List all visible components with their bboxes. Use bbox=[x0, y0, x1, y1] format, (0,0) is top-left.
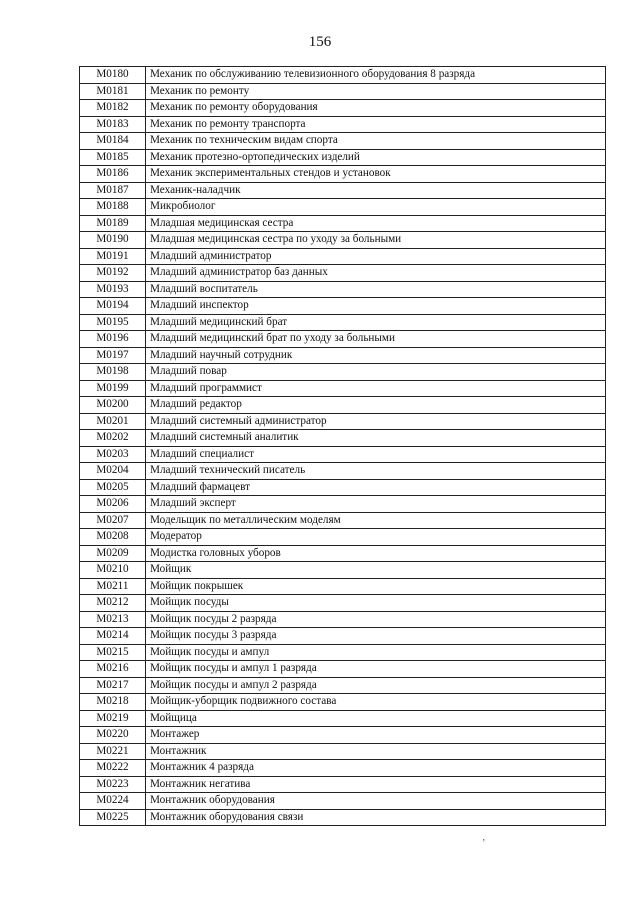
table-row bbox=[80, 248, 606, 265]
table-row bbox=[80, 298, 606, 315]
table-row bbox=[80, 364, 606, 381]
row-code: M0220 bbox=[80, 727, 146, 744]
row-code: M0199 bbox=[80, 380, 146, 397]
table-row bbox=[80, 578, 606, 595]
table-row bbox=[80, 166, 606, 183]
table-row bbox=[80, 743, 606, 760]
row-profession-name: Младший медицинский брат bbox=[146, 314, 606, 331]
row-code: M0206 bbox=[80, 496, 146, 513]
row-profession-name: Микробиолог bbox=[146, 199, 606, 216]
row-profession-name: Младший медицинский брат по уходу за больными bbox=[146, 331, 606, 348]
table-row bbox=[80, 479, 606, 496]
row-profession-name: Младший эксперт bbox=[146, 496, 606, 513]
table-row bbox=[80, 413, 606, 430]
row-code: M0224 bbox=[80, 793, 146, 810]
table-row bbox=[80, 133, 606, 150]
row-code: M0213 bbox=[80, 611, 146, 628]
table-row bbox=[80, 182, 606, 199]
table-row bbox=[80, 446, 606, 463]
row-code: M0196 bbox=[80, 331, 146, 348]
table-row bbox=[80, 149, 606, 166]
row-profession-name: Младший редактор bbox=[146, 397, 606, 414]
row-code: M0205 bbox=[80, 479, 146, 496]
table-row bbox=[80, 281, 606, 298]
table-row bbox=[80, 67, 606, 84]
row-profession-name: Модератор bbox=[146, 529, 606, 546]
table-row bbox=[80, 611, 606, 628]
row-code: M0225 bbox=[80, 809, 146, 826]
row-code: M0193 bbox=[80, 281, 146, 298]
row-code: M0214 bbox=[80, 628, 146, 645]
table-row bbox=[80, 628, 606, 645]
row-profession-name: Мойщик посуды и ампул 1 разряда bbox=[146, 661, 606, 678]
table-row bbox=[80, 397, 606, 414]
table-row bbox=[80, 760, 606, 777]
row-code: M0189 bbox=[80, 215, 146, 232]
table-row bbox=[80, 661, 606, 678]
table-row bbox=[80, 232, 606, 249]
row-profession-name: Младший фармацевт bbox=[146, 479, 606, 496]
row-code: M0203 bbox=[80, 446, 146, 463]
row-profession-name: Младший инспектор bbox=[146, 298, 606, 315]
row-profession-name: Мойщик посуды 3 разряда bbox=[146, 628, 606, 645]
row-profession-name: Монтажник оборудования bbox=[146, 793, 606, 810]
row-profession-name: Младшая медицинская сестра по уходу за больными bbox=[146, 232, 606, 249]
row-code: M0184 bbox=[80, 133, 146, 150]
row-code: M0211 bbox=[80, 578, 146, 595]
table-row bbox=[80, 83, 606, 100]
row-profession-name: Механик по ремонту транспорта bbox=[146, 116, 606, 133]
row-code: M0219 bbox=[80, 710, 146, 727]
table-row bbox=[80, 644, 606, 661]
row-code: M0218 bbox=[80, 694, 146, 711]
row-profession-name: Монтажник негатива bbox=[146, 776, 606, 793]
row-profession-name: Младший программист bbox=[146, 380, 606, 397]
row-profession-name: Младший научный сотрудник bbox=[146, 347, 606, 364]
row-code: M0186 bbox=[80, 166, 146, 183]
table-row bbox=[80, 710, 606, 727]
row-code: M0212 bbox=[80, 595, 146, 612]
row-code: M0223 bbox=[80, 776, 146, 793]
row-code: M0192 bbox=[80, 265, 146, 282]
table-row bbox=[80, 331, 606, 348]
table-row bbox=[80, 529, 606, 546]
row-code: M0222 bbox=[80, 760, 146, 777]
table-row bbox=[80, 463, 606, 480]
table-row bbox=[80, 727, 606, 744]
row-profession-name: Механик по ремонту bbox=[146, 83, 606, 100]
table-row bbox=[80, 694, 606, 711]
row-profession-name: Модистка головных уборов bbox=[146, 545, 606, 562]
table-row bbox=[80, 512, 606, 529]
row-profession-name: Младший системный администратор bbox=[146, 413, 606, 430]
table-row bbox=[80, 347, 606, 364]
row-profession-name: Мойщик посуды и ампул bbox=[146, 644, 606, 661]
row-code: M0202 bbox=[80, 430, 146, 447]
row-profession-name: Младший администратор bbox=[146, 248, 606, 265]
row-profession-name: Младший администратор баз данных bbox=[146, 265, 606, 282]
table-row bbox=[80, 380, 606, 397]
row-profession-name: Механик по ремонту оборудования bbox=[146, 100, 606, 117]
row-code: M0198 bbox=[80, 364, 146, 381]
row-code: M0221 bbox=[80, 743, 146, 760]
row-code: M0215 bbox=[80, 644, 146, 661]
row-profession-name: Монтажник 4 разряда bbox=[146, 760, 606, 777]
row-code: M0188 bbox=[80, 199, 146, 216]
table-body bbox=[80, 67, 606, 826]
row-profession-name: Мойщик-уборщик подвижного состава bbox=[146, 694, 606, 711]
table-row bbox=[80, 265, 606, 282]
row-code: M0208 bbox=[80, 529, 146, 546]
row-code: M0181 bbox=[80, 83, 146, 100]
row-code: M0209 bbox=[80, 545, 146, 562]
row-code: M0187 bbox=[80, 182, 146, 199]
table-row bbox=[80, 496, 606, 513]
table-row bbox=[80, 776, 606, 793]
row-profession-name: Младший системный аналитик bbox=[146, 430, 606, 447]
table-row bbox=[80, 215, 606, 232]
row-code: M0183 bbox=[80, 116, 146, 133]
table-row bbox=[80, 545, 606, 562]
row-code: M0201 bbox=[80, 413, 146, 430]
row-code: M0182 bbox=[80, 100, 146, 117]
table-row bbox=[80, 809, 606, 826]
scan-speck: ’ bbox=[482, 838, 486, 849]
row-profession-name: Механик экспериментальных стендов и установок bbox=[146, 166, 606, 183]
page-number: 156 bbox=[308, 34, 332, 50]
row-profession-name: Младшая медицинская сестра bbox=[146, 215, 606, 232]
row-profession-name: Младший технический писатель bbox=[146, 463, 606, 480]
row-profession-name: Монтажник оборудования связи bbox=[146, 809, 606, 826]
table-row bbox=[80, 793, 606, 810]
row-profession-name: Механик по обслуживанию телевизионного оборудования 8 разряда bbox=[146, 67, 606, 84]
row-code: M0204 bbox=[80, 463, 146, 480]
table-row bbox=[80, 562, 606, 579]
row-code: M0207 bbox=[80, 512, 146, 529]
row-code: M0191 bbox=[80, 248, 146, 265]
row-code: M0216 bbox=[80, 661, 146, 678]
table-row bbox=[80, 199, 606, 216]
table-row bbox=[80, 100, 606, 117]
row-profession-name: Мойщик bbox=[146, 562, 606, 579]
row-code: M0210 bbox=[80, 562, 146, 579]
row-code: M0180 bbox=[80, 67, 146, 84]
row-code: M0185 bbox=[80, 149, 146, 166]
table-row bbox=[80, 116, 606, 133]
row-code: M0190 bbox=[80, 232, 146, 249]
row-profession-name: Мойщица bbox=[146, 710, 606, 727]
profession-code-table bbox=[79, 66, 606, 826]
row-code: M0197 bbox=[80, 347, 146, 364]
row-profession-name: Младший специалист bbox=[146, 446, 606, 463]
row-profession-name: Мойщик посуды и ампул 2 разряда bbox=[146, 677, 606, 694]
row-profession-name: Младший повар bbox=[146, 364, 606, 381]
row-profession-name: Модельщик по металлическим моделям bbox=[146, 512, 606, 529]
row-profession-name: Монтажер bbox=[146, 727, 606, 744]
row-profession-name: Младший воспитатель bbox=[146, 281, 606, 298]
row-profession-name: Механик по техническим видам спорта bbox=[146, 133, 606, 150]
table-row bbox=[80, 595, 606, 612]
row-profession-name: Мойщик посуды bbox=[146, 595, 606, 612]
row-profession-name: Механик протезно-ортопедических изделий bbox=[146, 149, 606, 166]
table-row bbox=[80, 430, 606, 447]
table-row bbox=[80, 314, 606, 331]
row-code: M0217 bbox=[80, 677, 146, 694]
row-profession-name: Мойщик посуды 2 разряда bbox=[146, 611, 606, 628]
row-profession-name: Монтажник bbox=[146, 743, 606, 760]
table-row bbox=[80, 677, 606, 694]
row-code: M0194 bbox=[80, 298, 146, 315]
row-code: M0200 bbox=[80, 397, 146, 414]
row-profession-name: Мойщик покрышек bbox=[146, 578, 606, 595]
row-profession-name: Механик-наладчик bbox=[146, 182, 606, 199]
row-code: M0195 bbox=[80, 314, 146, 331]
